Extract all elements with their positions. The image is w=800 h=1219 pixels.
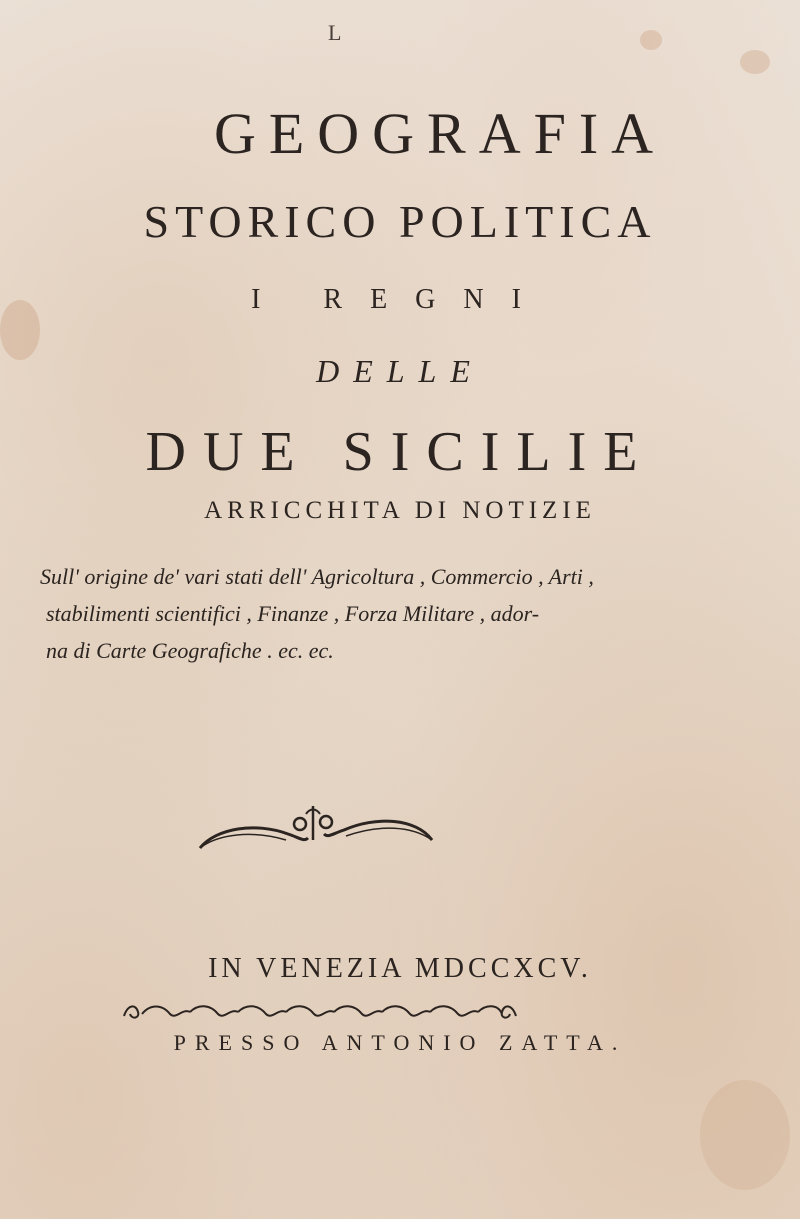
corner-mark: L <box>328 20 342 45</box>
description-line: Sull' origine de' vari stati dell' Agricoltura , Commercio , Arti , <box>40 564 594 589</box>
imprint-city-date: IN VENEZIA MDCCXCV. <box>208 953 592 984</box>
foxing-spot <box>640 30 662 50</box>
title-line-i-regni: I REGNI <box>251 284 549 315</box>
description-paragraph <box>40 558 620 669</box>
description-line: na di Carte Geografiche . ec. ec. <box>46 638 334 663</box>
description-line: stabilimenti scientifici , Finanze , Forza Militare , ador- <box>46 601 540 626</box>
subtitle-line: ARRICCHITA DI NOTIZIE <box>204 497 596 524</box>
title-line-geografia: GEOGRAFIA <box>213 101 667 166</box>
foxing-spot <box>740 50 770 74</box>
imprint-publisher: PRESSO ANTONIO ZATTA. <box>173 1030 627 1055</box>
foxing-spot <box>700 1080 790 1190</box>
title-line-storico-politica: STORICO POLITICA <box>143 196 657 247</box>
title-line-delle: DELLE <box>316 353 484 389</box>
scroll-ornament-icon <box>196 800 436 860</box>
decorative-border-icon <box>120 998 520 1024</box>
title-line-due-sicilie: DUE SICILIE <box>145 421 655 483</box>
